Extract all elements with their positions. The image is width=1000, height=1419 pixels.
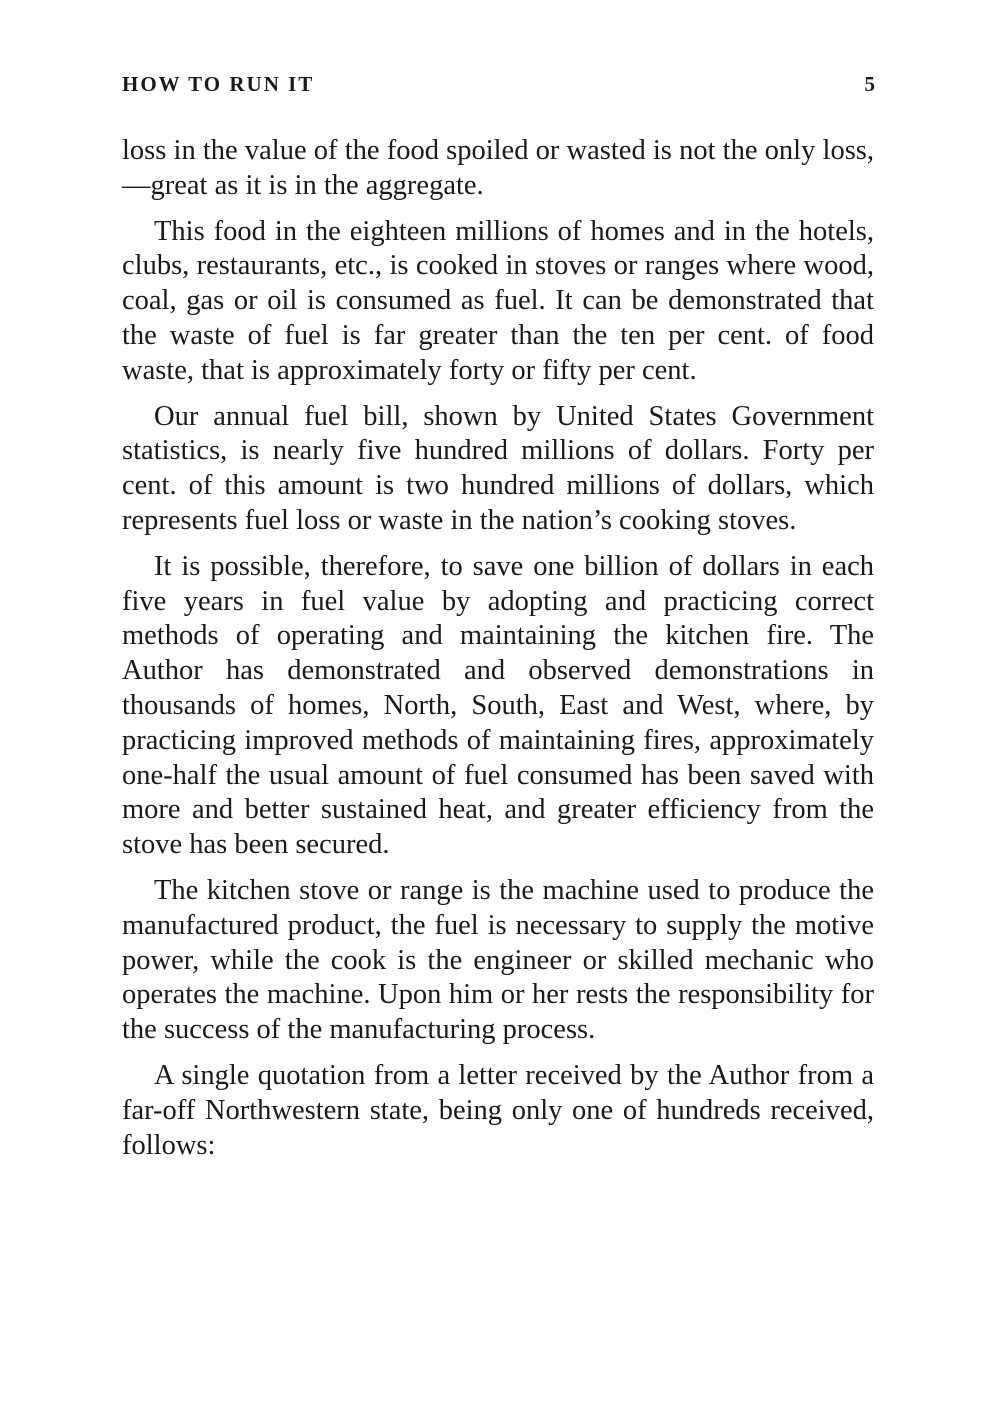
paragraph-food-cooking-fuel: This food in the eighteen millions of homes and in the hotels, clubs, restaurants, etc., is cooked in stoves or ranges where wood, coal, gas or oil is consumed as fuel. It can be demonstrated that the waste of fuel is far greater than the ten per cent. of food waste, that is approximately forty or fifty per cent. — [122, 215, 874, 386]
paragraph-annual-fuel-bill: Our annual fuel bill, shown by United States Government statistics, is nearly five hundred millions of dollars. Forty per cent. of this amount is two hundred millions of dollars, which represents fuel loss or waste in the nation’s cooking stoves. — [122, 400, 874, 536]
running-head — [122, 72, 877, 104]
paragraph-quotation-intro: A single quotation from a letter received by the Author from a far-off Northwestern state, being only one of hundreds received, follows: — [122, 1059, 874, 1161]
paragraph-continued: loss in the value of the food spoiled or wasted is not the only loss,—great as it is in the aggregate. — [122, 135, 874, 201]
paragraph-kitchen-stove-machine: The kitchen stove or range is the machine used to produce the manufactured product, the fuel is necessary to supply the motive power, while the cook is the engineer or skilled mechanic who operates the machine. Upon him or her rests the responsibility for the success of the manufacturing process. — [122, 874, 874, 1046]
page-number: 5 — [864, 72, 877, 96]
running-title: HOW TO RUN IT — [122, 72, 315, 96]
body-text — [122, 134, 874, 1174]
paragraph-possible-savings: It is possible, therefore, to save one billion of dollars in each five years in fuel value by adopting and practicing correct methods of operating and maintaining the kitchen fire. The Author has demonstrated and observed demonstrations in thousands of homes, North, South, East and West, where, by practicing improved methods of maintaining fires, approximately one-half the usual amount of fuel consumed has been saved with more and better sustained heat, and greater efficiency from the stove has been secured. — [122, 550, 874, 861]
